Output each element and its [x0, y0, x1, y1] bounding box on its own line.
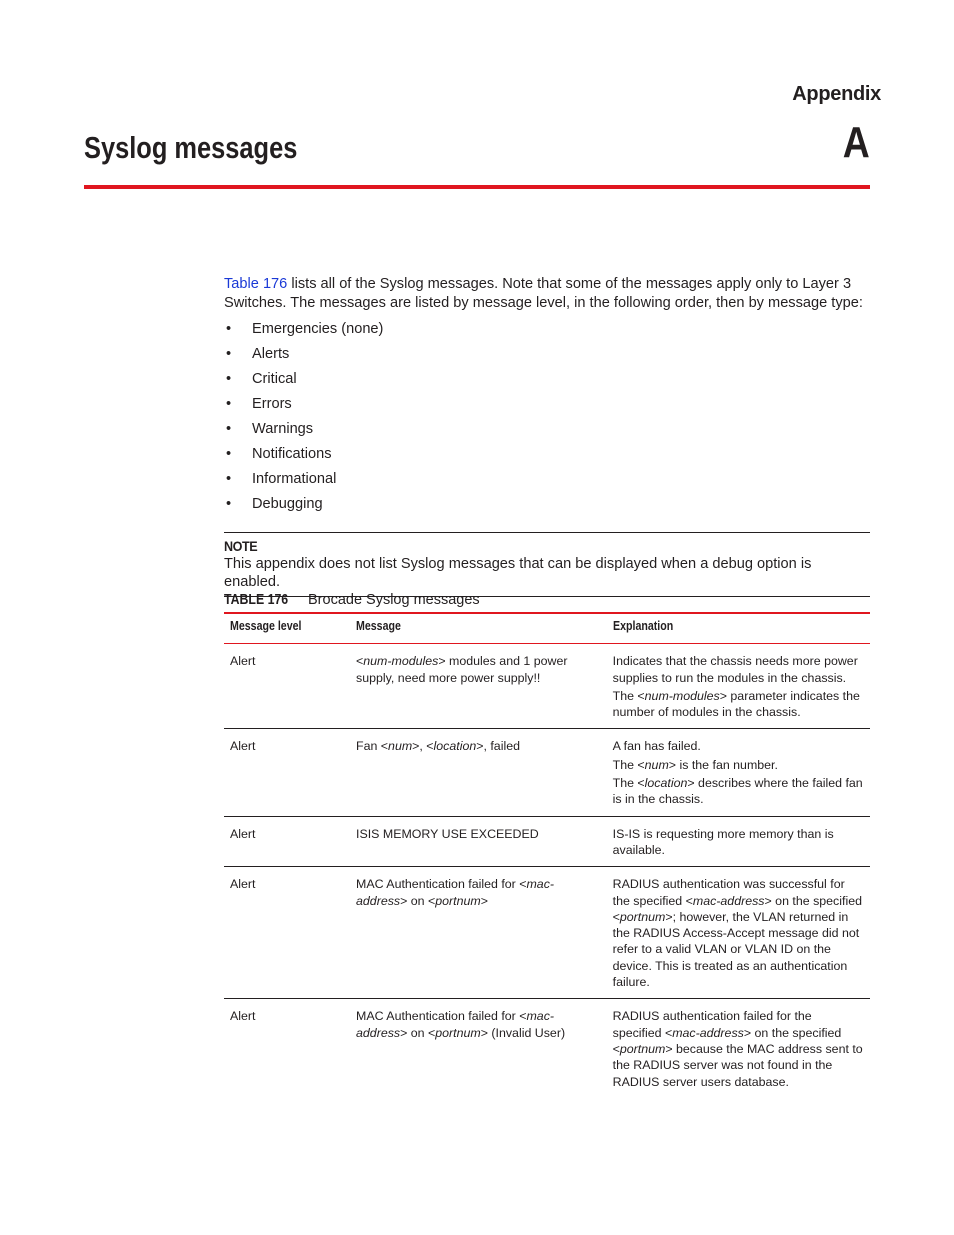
bullet-icon: •: [226, 421, 232, 437]
bullet-icon: •: [226, 396, 232, 412]
appendix-label: Appendix: [792, 83, 881, 105]
explanation-paragraph: The <num-modules> parameter indicates the number of modules in the chassis.: [612, 688, 860, 720]
table-number: TABLE 176: [224, 592, 289, 608]
bullet-icon: •: [226, 371, 232, 387]
list-item-label: Warnings: [252, 421, 314, 437]
syslog-table: [224, 612, 870, 1098]
bullet-icon: •: [226, 446, 232, 462]
table-caption: [224, 590, 480, 610]
title-rule: [84, 185, 870, 189]
cell-message-level: Alert: [230, 654, 256, 669]
body-section: [224, 275, 870, 520]
table-row: [224, 644, 870, 729]
list-item: [224, 420, 870, 445]
cell-message-level: Alert: [230, 1009, 256, 1024]
cell-message: MAC Authentication failed for <mac-address> on <portnum> (Invalid User): [356, 1009, 566, 1040]
explanation-paragraph: IS-IS is requesting more memory than is available.: [612, 826, 834, 857]
table-row: [224, 999, 870, 1098]
cell-message-level: Alert: [230, 877, 256, 892]
header-message-level: Message level: [230, 619, 302, 633]
table-row: [224, 729, 870, 816]
intro-text: lists all of the Syslog messages. Note that some of the messages apply only to Layer 3 Switches. The messages are listed by message level, in the following order, then by message type:: [224, 276, 863, 311]
cell-message-level: Alert: [230, 739, 256, 754]
note-box: [224, 532, 870, 597]
list-item-label: Errors: [252, 396, 292, 412]
cell-explanation: [607, 999, 870, 1098]
note-text: This appendix does not list Syslog messages that can be displayed when a debug option is enabled.: [224, 556, 812, 590]
cell-message: <num-modules> modules and 1 power supply, need more power supply!!: [356, 654, 568, 685]
intro-paragraph: [224, 275, 870, 313]
table-row: [224, 867, 870, 999]
bullet-icon: •: [226, 321, 232, 337]
list-item: [224, 445, 870, 470]
list-item-label: Notifications: [252, 446, 332, 462]
list-item-label: Debugging: [252, 496, 323, 512]
note-heading: NOTE: [224, 538, 258, 554]
table-link[interactable]: Table 176: [224, 276, 288, 292]
cell-message: MAC Authentication failed for <mac-address> on <portnum>: [356, 877, 555, 908]
list-item-label: Alerts: [252, 346, 290, 362]
list-item: [224, 470, 870, 495]
bullet-icon: •: [226, 496, 232, 512]
list-item-label: Critical: [252, 371, 297, 387]
explanation-paragraph: A fan has failed.: [612, 739, 701, 754]
explanation-paragraph: The <location> describes where the failed fan is in the chassis.: [612, 776, 863, 807]
list-item-label: Emergencies (none): [252, 321, 384, 337]
list-item: [224, 345, 870, 370]
cell-message: ISIS MEMORY USE EXCEEDED: [356, 826, 539, 841]
chapter-title: Syslog messages: [84, 130, 298, 165]
level-list: [224, 320, 870, 520]
list-item: [224, 370, 870, 395]
cell-explanation: [607, 729, 870, 816]
cell-explanation: [607, 867, 870, 999]
cell-explanation: [607, 644, 870, 729]
explanation-paragraph: Indicates that the chassis needs more power supplies to run the modules in the chassis.: [612, 654, 858, 685]
explanation-paragraph: RADIUS authentication failed for the specified <mac-address> on the specified <portnum> because the MAC address sent to the RADIUS server was not found in the RADIUS server users database.: [612, 1009, 863, 1089]
explanation-paragraph: RADIUS authentication was successful for the specified <mac-address> on the specified <portnum>; however, the VLAN returned in the RADIUS Access-Accept message did not refer to a valid VLAN or VLAN ID on the device. This is treated as an authentication failure.: [612, 877, 862, 990]
list-item-label: Informational: [252, 471, 337, 487]
table-header-row: [224, 613, 870, 644]
cell-message: Fan <num>, <location>, failed: [356, 739, 520, 754]
cell-explanation: [607, 816, 870, 867]
bullet-icon: •: [226, 471, 232, 487]
table-title: Brocade Syslog messages: [308, 592, 480, 608]
header-explanation: Explanation: [612, 619, 673, 633]
explanation-paragraph: The <num> is the fan number.: [612, 757, 778, 772]
list-item: [224, 395, 870, 420]
cell-message-level: Alert: [230, 826, 256, 841]
list-item: [224, 320, 870, 345]
table-row: [224, 816, 870, 867]
list-item: [224, 495, 870, 520]
bullet-icon: •: [226, 346, 232, 362]
appendix-letter: A: [842, 118, 870, 167]
header-message: Message: [356, 619, 401, 633]
